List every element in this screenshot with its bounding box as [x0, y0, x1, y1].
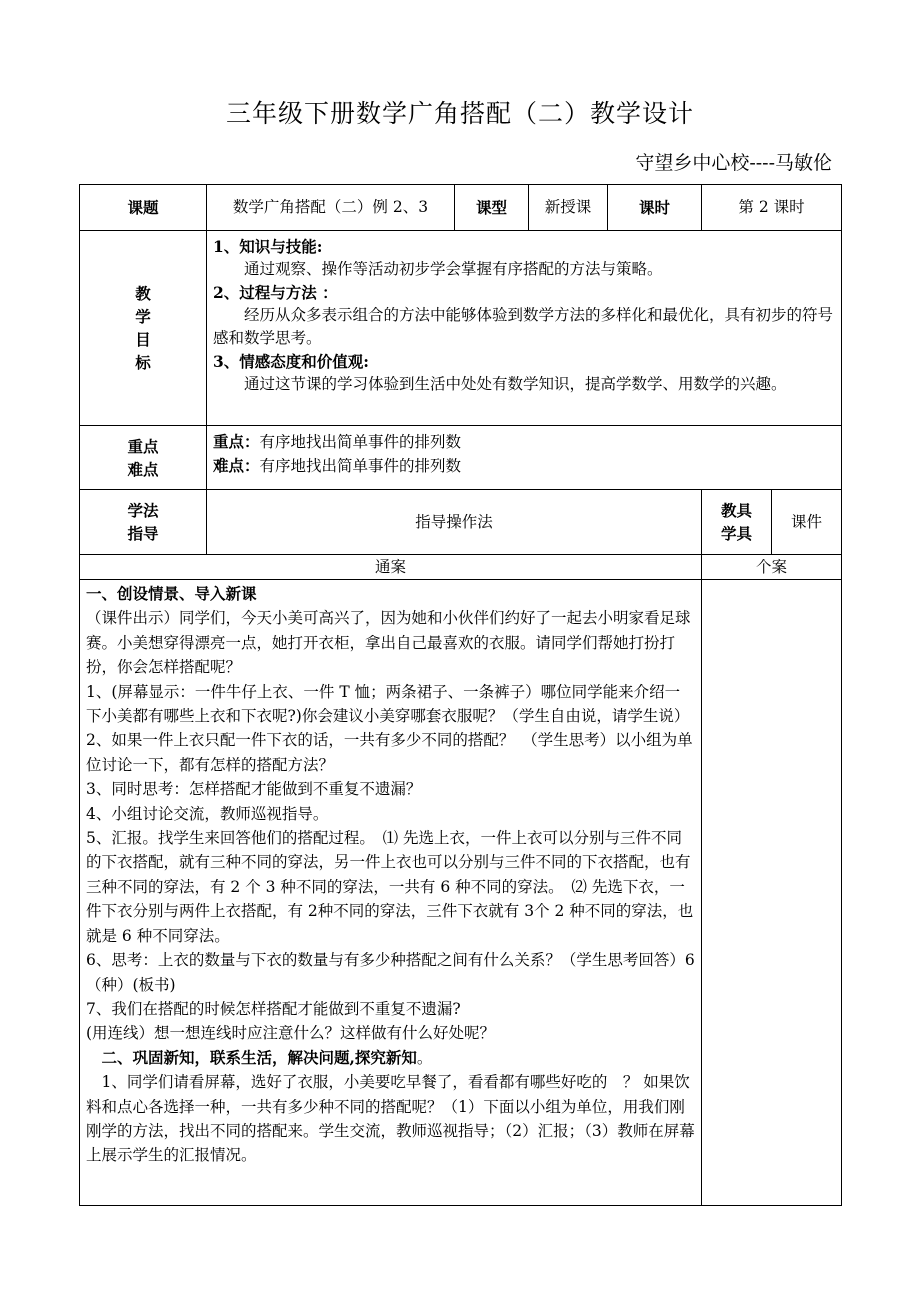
guidance-label [80, 490, 207, 555]
paragraph: 5、汇报。找学生来回答他们的搭配过程。 ⑴ 先选上衣，一件上衣可以分别与三件不同的下衣搭配，就有三种不同的穿法，另一件上衣也可以分别与三件不同的下衣搭配，也有三种不同的穿法，有 2 个 3 种不同的穿法，一共有 6 种不同的穿法。 ⑵ 先选下衣，一件下衣分别与两件上衣搭配，有 2种不同的穿法，三件下衣就有 3个 2 种不同的穿法，也就是 6 种不同穿法。 [86, 829, 694, 945]
key-points-label-line: 重点 [127, 436, 159, 456]
objective-heading: 2、过程与方法 ： [213, 283, 338, 302]
common-plan-header: 通案 [80, 555, 702, 580]
objective-text: 通过观察、操作等活动初步学会掌握有序搭配的方法与策略。 [244, 260, 663, 278]
objective-heading: 3、情感态度和价值观: [213, 352, 370, 371]
objectives-label-char: 标 [135, 353, 151, 372]
objective-text: 经历从众多表示组合的方法中能够体验到数学方法的多样化和最优化，具有初步的符号感和数学思考。 [213, 306, 834, 347]
paragraph: 2、如果一件上衣只配一件下衣的话，一共有多少不同的搭配？ （学生思考）以小组为单位讨论一下，都有怎样的搭配方法？ [86, 731, 693, 774]
section-heading: 一、创设情景、导入新课 [86, 584, 257, 603]
type-value: 新授课 [529, 185, 608, 231]
objectives-label-char: 目 [135, 330, 151, 349]
tools-label [702, 490, 772, 555]
objectives-label-char: 学 [135, 307, 151, 326]
topic-label: 课题 [80, 185, 207, 231]
difficult-point-label: 难点： [213, 456, 260, 475]
section-heading-end: 。 [416, 1048, 433, 1067]
difficult-point-text: 有序地找出简单事件的排列数 [259, 457, 462, 475]
lesson-plan-table [79, 184, 842, 1206]
objectives-content [207, 231, 842, 426]
section-heading: 二、巩固新知，联系生活，解决问题,探究新知 [101, 1047, 417, 1067]
period-label: 课时 [608, 185, 702, 231]
guidance-row [80, 490, 842, 555]
objectives-row [80, 231, 842, 426]
key-point-label: 重点： [213, 432, 260, 451]
author-line: 守望乡中心校----马敏伦 [635, 152, 832, 174]
key-points-label-line: 难点 [127, 459, 159, 479]
type-label: 课型 [455, 185, 529, 231]
paragraph: 3、同时思考：怎样搭配才能做到不重复不遗漏？ [86, 780, 422, 799]
objective-text: 通过这节课的学习体验到生活中处处有数学知识，提高学数学、用数学的兴趣。 [244, 375, 787, 393]
tools-label-line: 教具 [720, 501, 752, 520]
plan-header-row [80, 555, 842, 580]
objectives-label [80, 231, 207, 426]
guidance-label-line: 学法 [127, 501, 159, 520]
document-title: 三年级下册数学广角搭配（二）教学设计 [225, 99, 694, 128]
paragraph: （课件出示）同学们，今天小美可高兴了，因为她和小伙伴们约好了一起去小明家看足球赛。小美想穿得漂亮一点，她打开衣柜，拿出自己最喜欢的衣服。请同学们帮她打扮打扮，你会怎样搭配呢？ [86, 609, 691, 677]
header-row [80, 185, 842, 231]
objective-heading: 1、知识与技能: [213, 237, 323, 256]
key-points-row [80, 426, 842, 490]
key-points-label [80, 426, 207, 490]
paragraph: (用连线）想一想连线时应注意什么？这样做有什么好处呢？ [86, 1024, 496, 1043]
key-point-text: 有序地找出简单事件的排列数 [259, 433, 462, 451]
plan-body-row [80, 580, 842, 1206]
common-plan-content [80, 580, 702, 1206]
guidance-label-line: 指导 [127, 524, 159, 543]
paragraph: 1、(屏幕显示：一件牛仔上衣、一件 T 恤；两条裙子、一条裤子）哪位同学能来介绍一下小美都有哪些上衣和下衣呢?)你会建议小美穿哪套衣服呢？（学生自由说，请学生说） [86, 682, 690, 726]
paragraph: 7、我们在搭配的时候怎样搭配才能做到不重复不遗漏? [86, 999, 461, 1018]
individual-plan-header: 个案 [702, 555, 842, 580]
paragraph: 1、同学们请看屏幕，选好了衣服，小美要吃早餐了，看看都有哪些好吃的 ？ 如果饮料和点心各选择一种，一共有多少种不同的搭配呢？（1）下面以小组为单位，用我们刚刚学的方法，找出不同的搭配来。学生交流，教师巡视指导；（2）汇报；（3）教师在屏幕上展示学生的汇报情况。 [86, 1073, 695, 1165]
paragraph: 6、思考：上衣的数量与下衣的数量与有多少种搭配之间有什么关系？（学生思考回答）6（种）(板书) [86, 951, 695, 994]
tools-value: 课件 [772, 490, 842, 555]
key-points-content [207, 426, 842, 490]
guidance-value: 指导操作法 [207, 490, 702, 555]
objectives-label-char: 教 [135, 284, 151, 303]
topic-value: 数学广角搭配（二）例 2、3 [207, 185, 455, 231]
paragraph: 4、小组讨论交流，教师巡视指导。 [86, 804, 329, 823]
period-value: 第 2 课时 [702, 185, 842, 231]
tools-label-line: 学具 [720, 524, 752, 543]
individual-plan-content [702, 580, 842, 1206]
